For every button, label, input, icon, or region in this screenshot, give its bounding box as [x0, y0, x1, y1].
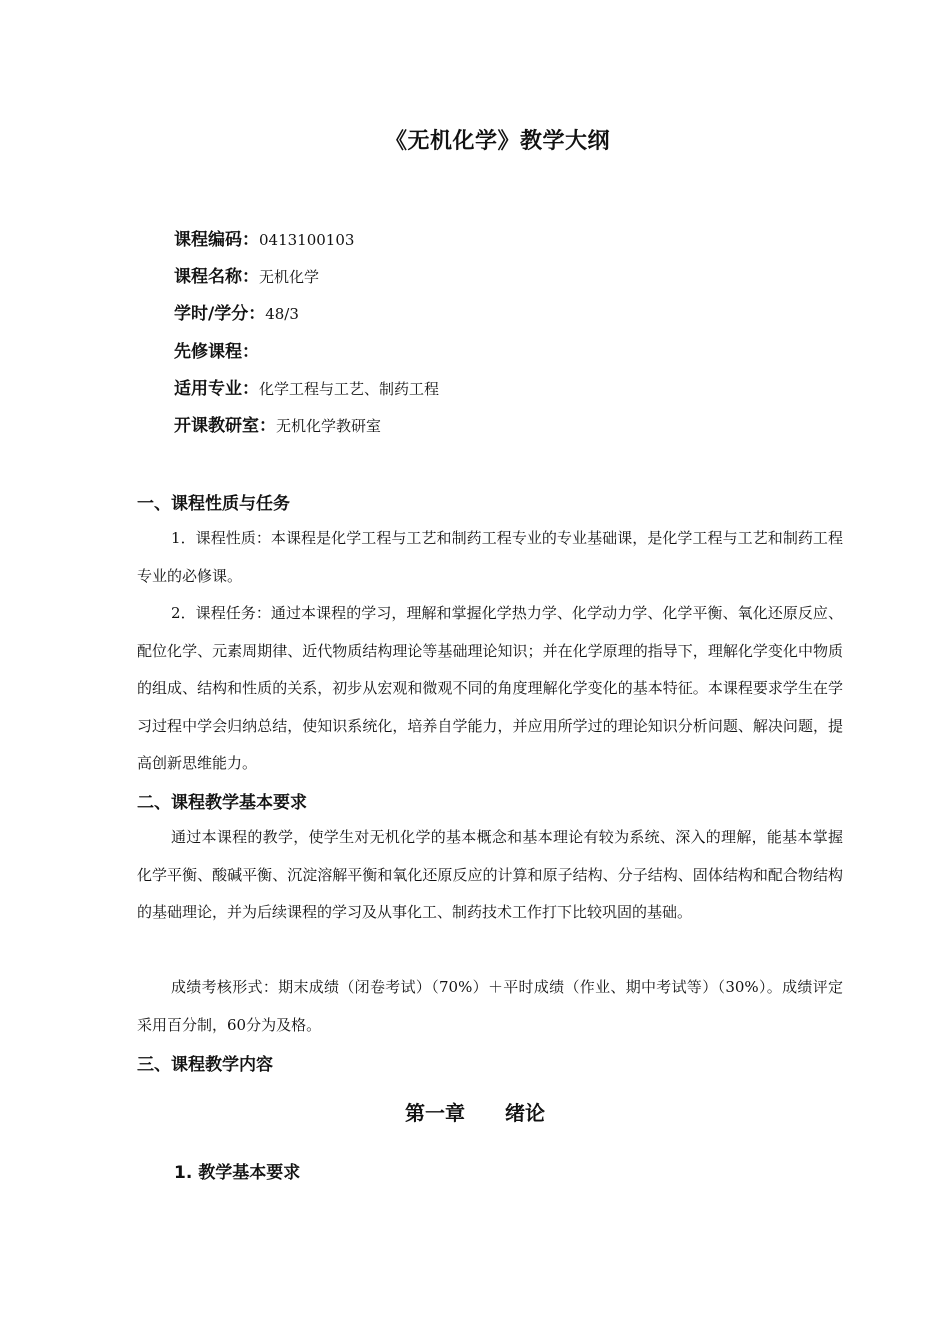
section-heading-requirements: 二、课程教学基本要求: [137, 793, 307, 813]
course-name-value: 无机化学: [259, 268, 320, 287]
department-row: [174, 412, 439, 449]
subheading-basic-requirements: 1. 教学基本要求: [174, 1163, 301, 1183]
paragraph-assessment: 成绩考核形式：期末成绩（闭卷考试）（70%）＋平时成绩（作业、期中考试等）（30%）。成绩评定采用百分制，60分为及格。: [137, 978, 843, 1034]
prerequisite-row: [174, 338, 439, 375]
document-title: 《无机化学》教学大纲: [384, 129, 610, 154]
department-value: 无机化学教研室: [276, 416, 382, 435]
course-code-value: 0413100103: [259, 231, 355, 249]
chapter-title: 第一章 绪论: [405, 1101, 545, 1125]
credit-hours-value: 48/3: [265, 305, 299, 324]
paragraph-course-tasks: 2．课程任务：通过本课程的学习，理解和掌握化学热力学、化学动力学、化学平衡、氧化还原反应、配位化学、元素周期律、近代物质结构理论等基础理论知识；并在化学原理的指导下，理解化学变化中物质的组成、结构和性质的关系，初步从宏观和微观不同的角度理解化学变化的基本特征。本课程要求学生在学习过程中学会归纳总结，使知识系统化，培养自学能力，并应用所学过的理论知识分析问题、解决问题，提高创新思维能力。: [137, 604, 843, 772]
paragraph-requirements: 通过本课程的教学，使学生对无机化学的基本概念和基本理论有较为系统、深入的理解，能基本掌握化学平衡、酸碱平衡、沉淀溶解平衡和氧化还原反应的计算和原子结构、分子结构、固体结构和配合物结构的基础理论，并为后续课程的学习及从事化工、制药技术工作打下比较巩固的基础。: [137, 828, 843, 921]
prerequisite-label: 先修课程：: [174, 341, 259, 362]
section-heading-content: 三、课程教学内容: [137, 1055, 273, 1075]
course-info-block: [174, 226, 439, 449]
major-label: 适用专业：: [174, 378, 259, 399]
major-value: 化学工程与工艺、制药工程: [259, 379, 440, 398]
credit-hours-row: [174, 300, 439, 337]
section-heading-nature: 一、课程性质与任务: [137, 494, 290, 514]
course-name-row: [174, 263, 439, 300]
course-code-label: 课程编码：: [174, 230, 259, 250]
course-code-row: [174, 226, 439, 263]
major-row: [174, 375, 439, 412]
paragraph-course-nature: 1．课程性质：本课程是化学工程与工艺和制药工程专业的专业基础课，是化学工程与工艺和制药工程专业的必修课。: [137, 529, 843, 585]
course-name-label: 课程名称：: [174, 267, 259, 288]
credit-hours-label: 学时/学分：: [174, 304, 266, 325]
department-label: 开课教研室：: [174, 415, 276, 436]
